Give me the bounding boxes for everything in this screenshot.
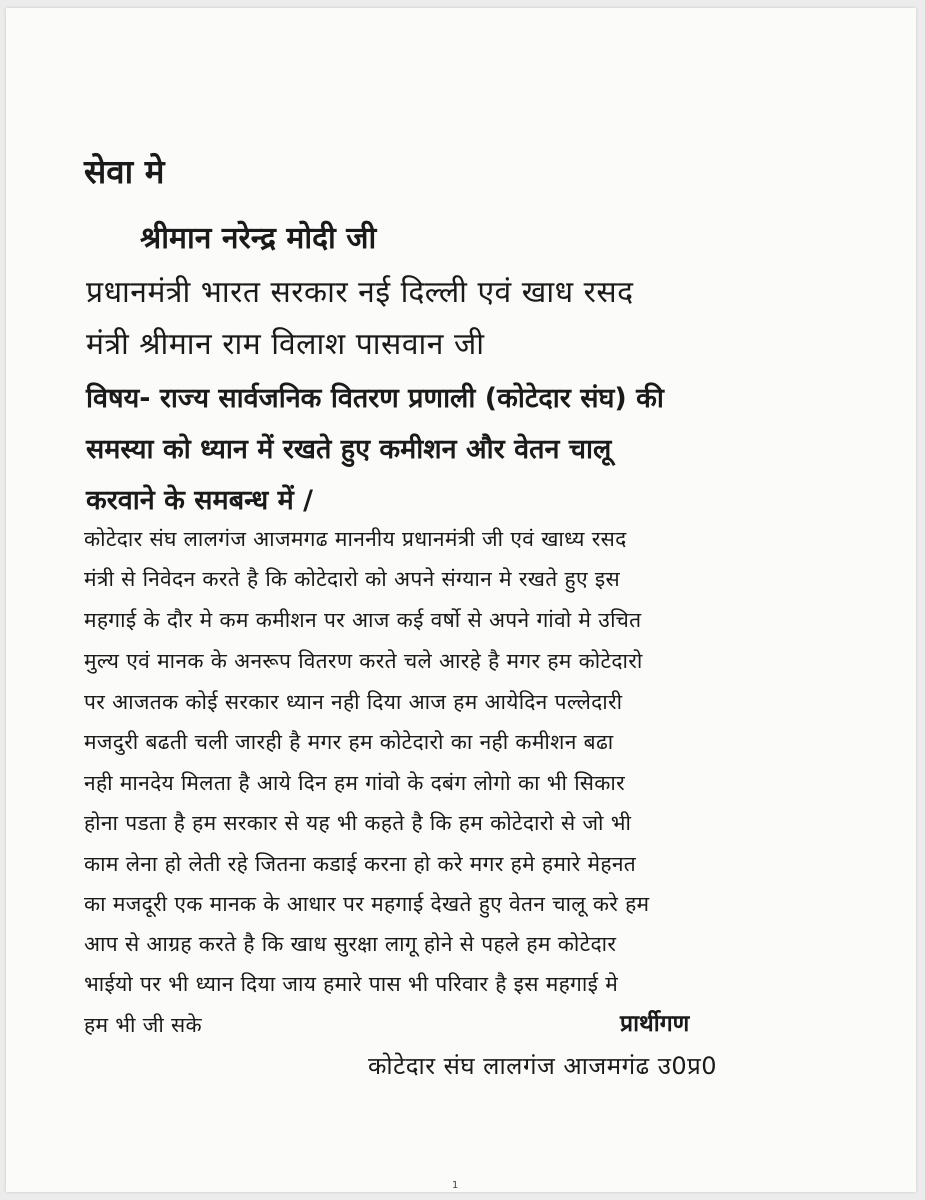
body-line: नही मानदेय मिलता है आये दिन हम गांवो के दबंग लोगो का भी सिकार	[84, 771, 625, 795]
body-line: महगाई के दौर मे कम कमीशन पर आज कई वर्षो से अपने गांवो मे उचित	[84, 608, 642, 632]
body-line: मुल्य एवं मानक के अनरूप वितरण करते चले आरहे है मगर हम कोटेदारो	[84, 649, 643, 673]
body-line: काम लेना हो लेती रहे जितना कडाई करना हो करे मगर हमे हमारे मेहनत	[84, 852, 637, 876]
body-line: आप से आग्रह करते है कि खाध सुरक्षा लागू होने से पहले हम कोटेदार	[84, 932, 617, 956]
designation-line: प्रधानमंत्री भारत सरकार नई दिल्ली एवं खाध रसद	[86, 275, 634, 310]
body-line: हम भी जी सके	[84, 1013, 202, 1037]
letter-page	[6, 8, 916, 1192]
body-line: मंत्री से निवेदन करते है कि कोटेदारो को अपने संग्यान मे रखते हुए इस	[84, 567, 620, 591]
addressee-name: श्रीमान नरेन्द्र मोदी जी	[140, 221, 377, 256]
body-line: मजदुरी बढती चली जारही है मगर हम कोटेदारो का नही कमीशन बढा	[84, 730, 614, 754]
body-line: होना पडता है हम सरकार से यह भी कहते है कि हम कोटेदारो से जो भी	[84, 811, 632, 835]
body-line: का मजदूरी एक मानक के आधार पर महगाई देखते हुए वेतन चालू करे हम	[84, 892, 650, 916]
signature-organization: कोटेदार संघ लालगंज आजमगंढ उ0प्र0	[368, 1052, 718, 1080]
salutation: सेवा मे	[84, 152, 165, 191]
body-line: पर आजतक कोई सरकार ध्यान नही दिया आज हम आयेदिन पल्लेदारी	[84, 690, 623, 714]
closing-petitioners: प्रार्थीगण	[620, 1011, 690, 1037]
designation-line: मंत्री श्रीमान राम विलाश पासवान जी	[86, 327, 485, 362]
subject-line: समस्या को ध्यान में रखते हुए कमीशन और वेतन चालू	[86, 434, 612, 465]
subject-line: विषय- राज्य सार्वजनिक वितरण प्रणाली (कोटेदार संघ) की	[86, 383, 664, 414]
body-line: कोटेदार संघ लालगंज आजमगढ माननीय प्रधानमंत्री जी एवं खाध्य रसद	[84, 527, 627, 551]
subject-line: करवाने के समबन्ध में /	[86, 485, 314, 516]
body-line: भाईयो पर भी ध्यान दिया जाय हमारे पास भी परिवार है इस महगाई मे	[84, 972, 619, 996]
page-number: 1	[452, 1180, 459, 1191]
